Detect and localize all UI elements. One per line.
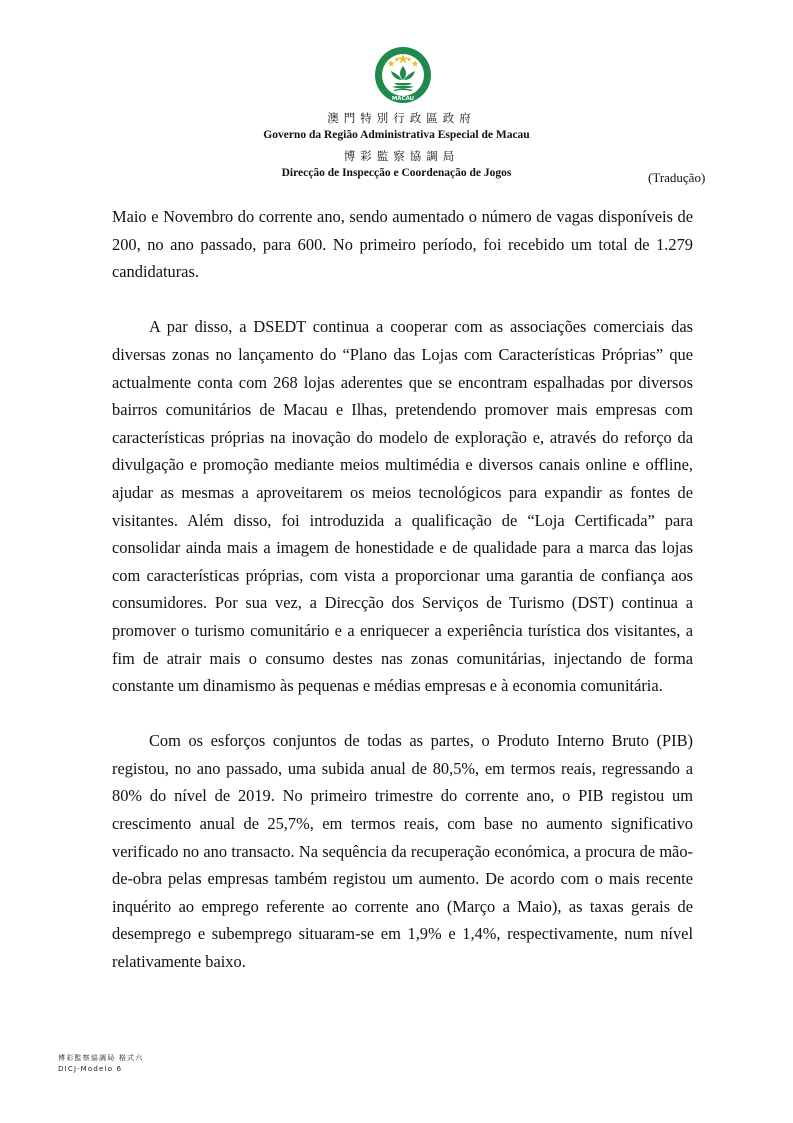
government-chinese-name: 澳門特別行政區政府 (327, 113, 476, 125)
document-body (112, 203, 693, 1003)
macau-emblem-icon (374, 46, 432, 104)
translation-note: (Tradução) (648, 170, 706, 185)
government-portuguese-name: Governo da Região Administrativa Especial de Macau (263, 129, 530, 141)
dicj-chinese-name: 博彩監察協調局 (343, 151, 460, 163)
paragraph: Maio e Novembro do corrente ano, sendo aumentado o número de vagas disponíveis de 200, no ano passado, para 600. No primeiro período, foi recebido um total de 1.279 candidaturas. (112, 207, 693, 282)
paragraph: Com os esforços conjuntos de todas as partes, o Produto Interno Bruto (PIB) registou, no ano passado, uma subida anual de 80,5%, em termos reais, regressando a 80% do nível de 2019. No primeiro trimestre do corrente ano, o PIB registou um crescimento anual de 25,7%, em termos reais, com base no aumento significativo verificado no ano transacto. Na sequência da recuperação económica, a procura de mão-de-obra pelas empresas também registou um aumento. De acordo com o mais recente inquérito ao emprego referente ao corrente ano (Março a Maio), as taxas gerais de desemprego e subemprego situaram-se em 1,9% e 1,4%, respectivamente, num nível relativamente baixo. (112, 731, 693, 972)
form-footer (58, 1053, 143, 1075)
dicj-portuguese-name: Direcção de Inspecção e Coordenação de Jogos (281, 167, 512, 179)
footer-form-code: DICJ-Modelo 6 (58, 1065, 123, 1073)
paragraph: A par disso, a DSEDT continua a cooperar com as associações comerciais das diversas zonas no lançamento do “Plano das Lojas com Características Próprias” que actualmente conta com 268 lojas aderentes que se encontram espalhadas por diversos bairros comunitários de Macau e Ilhas, pretendendo promover mais empresas com características próprias na inovação do modelo de exploração e, através do reforço da divulgação e promoção mediante meios multimédia e diversos canais online e offline, ajudar as mesmas a aproveitarem os meios tecnológicos para expandir as fontes de visitantes. Além disso, foi introduzida a qualificação de “Loja Certificada” para consolidar ainda mais a imagem de honestidade e de qualidade para a marca das lojas com características próprias, com vista a proporcionar uma garantia de confiança aos consumidores. Por sua vez, a Direcção dos Serviços de Turismo (DST) continua a promover o turismo comunitário e a enriquecer a experiência turística dos visitantes, a fim de atrair mais o consumo destes nas zonas comunitárias, injectando de forma constante um dinamismo às pequenas e médias empresas e à economia comunitária. (112, 317, 693, 696)
emblem-text: MACAU (391, 96, 415, 102)
footer-form-chinese: 博彩監察協調局 格式六 (58, 1054, 144, 1062)
